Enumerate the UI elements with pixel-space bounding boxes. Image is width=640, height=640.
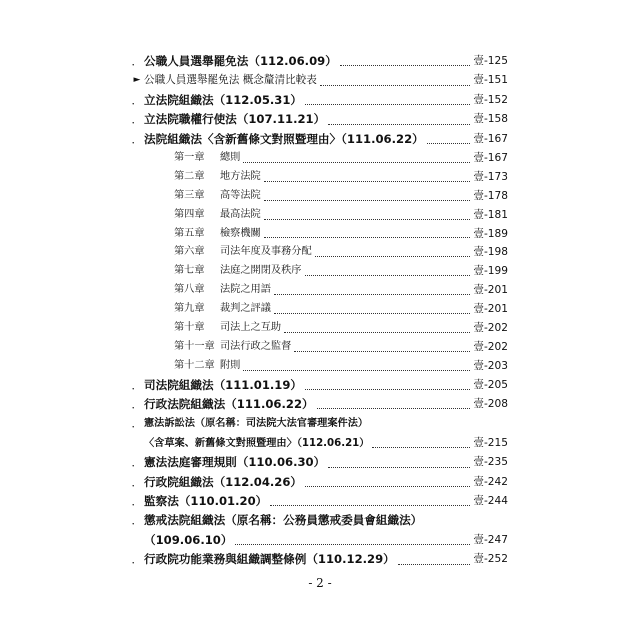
entry-page: 壹-215 [473,436,508,449]
toc-entry [130,492,508,511]
chapter-page: 壹-167 [473,151,508,164]
entry-page: 壹-247 [473,533,508,546]
dot-leader [320,84,470,86]
chapter-page: 壹-173 [473,170,508,183]
chapter-page: 壹-201 [473,284,508,297]
chapter-number: 第六章 [174,246,205,258]
chapter-title: 總則 [220,151,241,163]
toc-entry [130,453,508,472]
entry-title: 行政院組織法（112.04.26） [144,474,303,489]
entry-page: 壹-235 [473,456,508,469]
entry-title: 行政院功能業務與組織調整條例（110.12.29） [144,552,395,567]
chapter-number: 第九章 [174,303,205,315]
chapter-entry [130,206,508,225]
chapter-number: 第四章 [174,208,205,220]
dot-leader [427,142,471,144]
dot-leader [274,312,470,314]
bullet-dot: ． [131,93,143,107]
chapter-page: 壹-199 [473,265,508,278]
chapter-page: 壹-181 [473,208,508,221]
toc-entry [130,71,508,90]
dot-leader [305,388,470,390]
bullet-dot: ． [131,475,143,489]
table-of-contents [130,52,508,570]
entry-title-continuation: （109.06.10） [144,532,233,547]
chapter-title: 司法行政之監督 [220,340,292,352]
dot-leader [270,504,470,506]
entry-title: 公職人員選舉罷免法（112.06.09） [144,53,337,68]
chapter-entry [130,149,508,168]
chapter-entry [130,187,508,206]
chapter-number: 第八章 [174,284,205,296]
dot-leader [305,103,470,105]
entry-title: 立法院職權行使法（107.11.21） [144,112,326,127]
bullet-dot: ． [131,132,143,146]
entry-title-continuation: 〈含草案、新舊條文對照暨理由〉（112.06.21） [144,437,370,449]
bullet-dot: ． [131,378,143,392]
toc-entry [130,550,508,569]
entry-title: 憲法法庭審理規則（110.06.30） [144,455,326,470]
bullet-dot: ． [131,456,143,470]
toc-entry-continuation [130,434,508,453]
dot-leader [317,407,471,409]
chapter-page: 壹-201 [473,303,508,316]
chapter-entry [130,338,508,357]
toc-entry [130,511,508,530]
chapter-entry [130,243,508,262]
entry-page: 壹-158 [473,113,508,126]
toc-entry [130,110,508,129]
dot-leader [305,274,471,276]
dot-leader [264,180,471,182]
toc-entry-continuation [130,531,508,550]
chapter-page: 壹-202 [473,321,508,334]
chapter-page: 壹-178 [473,189,508,202]
dot-leader [340,64,471,66]
chapter-entry [130,281,508,300]
chapter-number: 第十一章 [174,340,215,352]
toc-entry [130,376,508,395]
chapter-entry [130,225,508,244]
chapter-number: 第一章 [174,151,205,163]
chapter-page: 壹-203 [473,359,508,372]
chapter-page: 壹-198 [473,246,508,259]
dot-leader [294,350,470,352]
entry-page: 壹-252 [473,553,508,566]
dot-leader [315,255,471,257]
bullet-dot: ． [131,113,143,127]
dot-leader [284,331,470,333]
entry-page: 壹-125 [473,54,508,67]
chapter-entry [130,262,508,281]
toc-entry [130,473,508,492]
dot-leader [264,236,471,238]
triangle-bullet-icon: ► [133,75,141,86]
entry-page: 壹-152 [473,93,508,106]
toc-entry [130,52,508,71]
dot-leader [243,369,470,371]
dot-leader [328,123,470,125]
entry-page: 壹-208 [473,398,508,411]
chapter-title: 高等法院 [220,189,261,201]
bullet-dot: ． [131,494,143,508]
entry-page: 壹-242 [473,475,508,488]
dot-leader [264,199,471,201]
chapter-page: 壹-189 [473,227,508,240]
entry-page: 壹-167 [473,132,508,145]
bullet-dot: ． [131,398,143,412]
chapter-number: 第五章 [174,227,205,239]
chapter-title: 司法年度及事務分配 [220,246,312,258]
bullet-dot: ． [131,417,143,431]
bullet-dot: ． [131,514,143,528]
bullet-dot: ． [131,54,143,68]
dot-leader [398,563,471,565]
entry-page: 壹-205 [473,378,508,391]
chapter-entry [130,357,508,376]
dot-leader [264,218,471,220]
dot-leader [235,543,470,545]
chapter-title: 附則 [220,359,241,371]
dot-leader [328,466,470,468]
toc-entry [130,395,508,414]
toc-entry [130,91,508,110]
chapter-title: 檢察機關 [220,227,261,239]
chapter-title: 法庭之開閉及秩序 [220,265,302,277]
chapter-title: 司法上之互助 [220,321,282,333]
entry-title: 憲法訴訟法（原名稱：司法院大法官審理案件法） [144,418,369,430]
page-number: - 2 - [308,576,332,590]
bullet-dot: ． [131,553,143,567]
entry-title: 法院組織法〈含新舊條文對照暨理由〉（111.06.22） [144,131,424,146]
entry-title: 監察法（110.01.20） [144,493,268,508]
chapter-number: 第十二章 [174,359,215,371]
chapter-entry [130,300,508,319]
toc-entry [130,414,508,433]
toc-entry [130,130,508,149]
chapter-title: 法院之用語 [220,284,271,296]
chapter-title: 最高法院 [220,208,261,220]
chapter-number: 第七章 [174,265,205,277]
chapter-entry [130,319,508,338]
entry-title: 公職人員選舉罷免法 概念釐清比較表 [144,74,317,87]
entry-title: 行政法院組織法（111.06.22） [144,397,314,412]
entry-page: 壹-244 [473,494,508,507]
dot-leader [305,485,470,487]
chapter-page: 壹-202 [473,340,508,353]
entry-title: 司法院組織法（111.01.19） [144,377,303,392]
chapter-number: 第二章 [174,170,205,182]
chapter-number: 第十章 [174,321,205,333]
chapter-title: 地方法院 [220,170,261,182]
entry-page: 壹-151 [473,74,508,87]
chapter-number: 第三章 [174,189,205,201]
dot-leader [243,161,470,163]
entry-title: 立法院組織法（112.05.31） [144,92,303,107]
dot-leader [372,446,470,448]
dot-leader [274,293,470,295]
chapter-title: 裁判之評議 [220,303,271,315]
chapter-entry [130,168,508,187]
entry-title: 懲戒法院組織法（原名稱：公務員懲戒委員會組織法） [144,513,423,528]
